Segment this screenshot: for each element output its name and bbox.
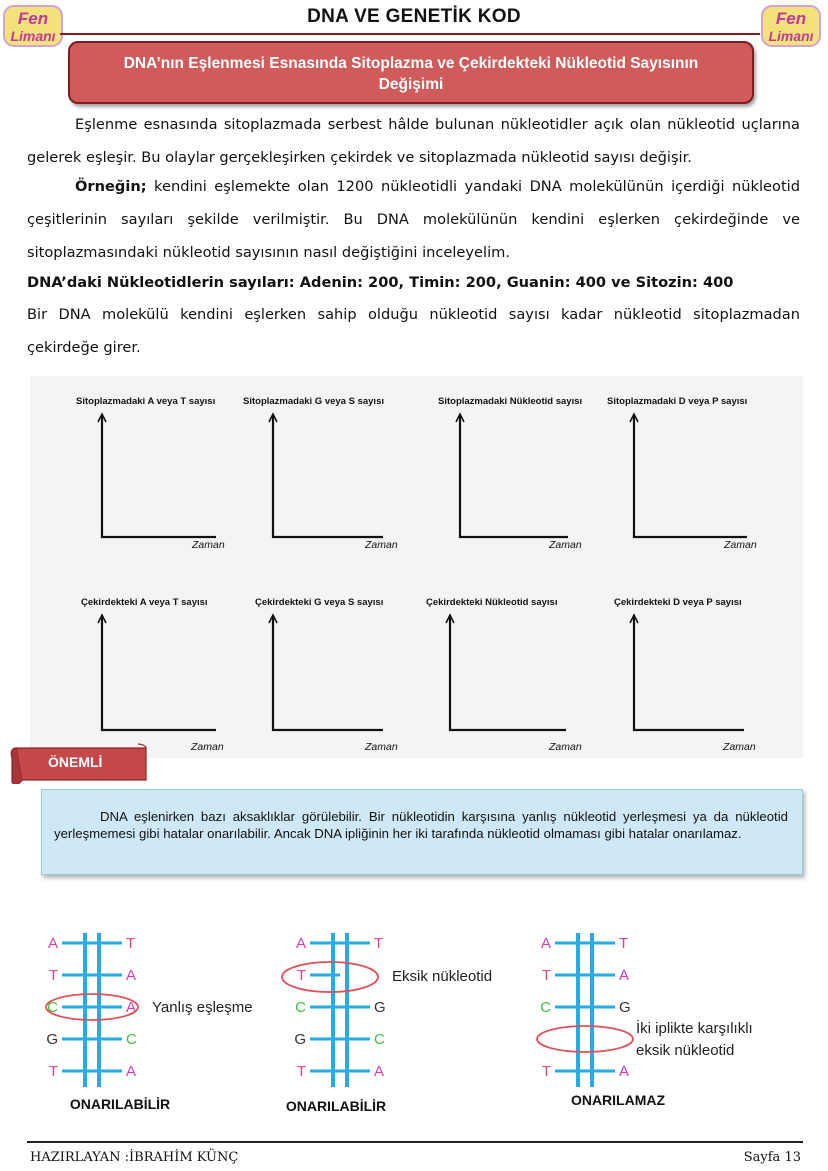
base-letter-left: G <box>46 1031 58 1048</box>
base-letter-left: A <box>47 935 58 952</box>
graph-x-label: Zaman <box>549 539 582 551</box>
base-letter-right: A <box>126 999 137 1016</box>
important-note-text: DNA eşlenirken bazı aksaklıklar görülebilir. Bir nükleotidin karşısına yanlış nükleotid yerleşmesi ya da nükleotid yerleşmemesi gibi hatalar onarılabilir. Ancak DNA ipliğinin her iki tarafında nükleotid olmaması gibi hatalar onarılamaz. <box>54 809 788 841</box>
base-letter-left: C <box>47 999 58 1016</box>
page-number: Sayfa 13 <box>743 1150 801 1165</box>
graph-cytoplasm-at <box>76 396 256 566</box>
graph-x-label: Zaman <box>192 539 225 551</box>
example-lead: Örneğin; <box>75 178 147 195</box>
important-label: ÖNEMLİ <box>48 754 103 770</box>
graph-title: Sitoplazmadaki Nükleotid sayısı <box>438 396 583 407</box>
graph-cytoplasm-total <box>438 396 618 566</box>
base-letter-left: A <box>295 935 306 952</box>
error-note: Yanlış eşleşme <box>152 999 253 1016</box>
base-letter-right: T <box>619 935 629 952</box>
base-letter-right: A <box>126 967 137 984</box>
base-letter-left: T <box>541 967 551 984</box>
paragraph-example-text: kendini eşlemekte olan 1200 nükleotidli yandaki DNA molekülünün içerdiği nükleotid çeşitlerinin sayıları şekilde verilmiştir. Bu DNA molekülünün kendini eşlerken çekirdeğinde ve sitoplazmasındaki nükleotid sayısının nasıl değiştiğini inceleyelim. <box>27 178 800 261</box>
base-letter-left: T <box>48 967 58 984</box>
base-letter-right: T <box>374 935 384 952</box>
paragraph-intro <box>27 108 800 174</box>
base-letter-left: C <box>540 999 551 1016</box>
dna-diagrams-canvas <box>0 925 828 1125</box>
base-letter-right: A <box>126 1063 137 1080</box>
error-note: Eksik nükleotid <box>392 968 493 985</box>
graph-title: Çekirdekteki A veya T sayısı <box>81 597 208 608</box>
graph-x-label: Zaman <box>365 539 398 551</box>
base-letter-left: G <box>294 1031 306 1048</box>
base-letter-right: T <box>126 935 136 952</box>
graph-nucleus-total <box>426 597 606 767</box>
graph-title: Çekirdekteki D veya P sayısı <box>614 597 742 608</box>
logo-right-line1: Fen <box>775 9 807 28</box>
base-letter-left: T <box>48 1063 58 1080</box>
footer-divider <box>27 1141 803 1143</box>
graph-title: Çekirdekteki G veya S sayısı <box>255 597 384 608</box>
footer-author: HAZIRLAYAN :İBRAHİM KÜNÇ <box>30 1150 239 1165</box>
base-letter-right: A <box>619 1063 630 1080</box>
graph-axes <box>255 597 435 767</box>
graph-nucleus-gs <box>255 597 435 767</box>
graph-x-label: Zaman <box>723 741 756 753</box>
graph-axes <box>438 396 618 566</box>
base-letter-left: C <box>295 999 306 1016</box>
base-letter-left: T <box>296 1063 306 1080</box>
dna-error-diagrams <box>0 925 828 1125</box>
error-highlight-circle <box>537 1026 633 1052</box>
important-tab <box>10 740 148 784</box>
banner-line1: DNA’nın Eşlenmesi Esnasında Sitoplazma ve Çekirdekteki Nükleotid Sayısının <box>123 55 699 72</box>
logo-left-line1: Fen <box>17 9 49 28</box>
graph-x-label: Zaman <box>191 741 224 753</box>
nucleotide-counts: DNA’daki Nükleotidlerin sayıları: Adenin: 200, Timin: 200, Guanin: 400 ve Sitozin: 400 <box>27 274 734 291</box>
graph-title: Sitoplazmadaki G veya S sayısı <box>243 396 384 407</box>
error-note-line2: eksik nükleotid <box>636 1042 735 1059</box>
graph-axes <box>607 396 787 566</box>
logo-left-line2: Limanı <box>10 28 56 44</box>
graph-cytoplasm-gs <box>243 396 423 566</box>
paragraph-intro-text: Eşlenme esnasında sitoplazmada serbest hâlde bulunan nükleotidler açık olan nükleotid uçlarına gelerek eşleşir. Bu olaylar gerçekleşirken çekirdek ve sitoplazmada nükleotid sayısı değişir. <box>27 116 800 166</box>
page-title: DNA VE GENETİK KOD <box>307 6 521 27</box>
graph-x-label: Zaman <box>365 741 398 753</box>
graph-x-label: Zaman <box>724 539 757 551</box>
base-letter-right: C <box>126 1031 137 1048</box>
banner-line2: Değişimi <box>378 76 444 93</box>
base-letter-right: C <box>374 1031 385 1048</box>
important-note <box>41 789 803 875</box>
base-letter-left: T <box>541 1063 551 1080</box>
title-divider <box>60 33 760 35</box>
graph-title: Sitoplazmadaki A veya T sayısı <box>76 396 216 407</box>
empty-graphs-panel <box>30 376 803 758</box>
base-letter-right: A <box>619 967 630 984</box>
paragraph-example <box>27 170 800 269</box>
diagram-caption: ONARILAMAZ <box>570 1092 666 1108</box>
graph-axes <box>76 396 256 566</box>
diagram-caption: ONARILABİLİR <box>285 1098 387 1114</box>
diagram-caption: ONARILABİLİR <box>69 1096 171 1112</box>
graph-title: Sitoplazmadaki D veya P sayısı <box>607 396 748 407</box>
base-letter-right: A <box>374 1063 385 1080</box>
graph-title: Çekirdekteki Nükleotid sayısı <box>426 597 558 608</box>
graph-cytoplasm-dp <box>607 396 787 566</box>
base-letter-left: T <box>296 967 306 984</box>
graph-nucleus-dp <box>614 597 794 767</box>
paragraph-replication: Bir DNA molekülü kendini eşlerken sahip olduğu nükleotid sayısı kadar nükleotid sitoplazmadan çekirdeğe girer. <box>27 306 800 356</box>
section-banner <box>68 41 754 104</box>
graph-axes <box>614 597 794 767</box>
graph-x-label: Zaman <box>549 741 582 753</box>
error-note-line1: İki iplikte karşılıklı <box>636 1020 753 1037</box>
logo-right-line2: Limanı <box>768 28 814 44</box>
base-letter-left: A <box>540 935 551 952</box>
base-letter-right: G <box>374 999 386 1016</box>
base-letter-right: G <box>619 999 631 1016</box>
